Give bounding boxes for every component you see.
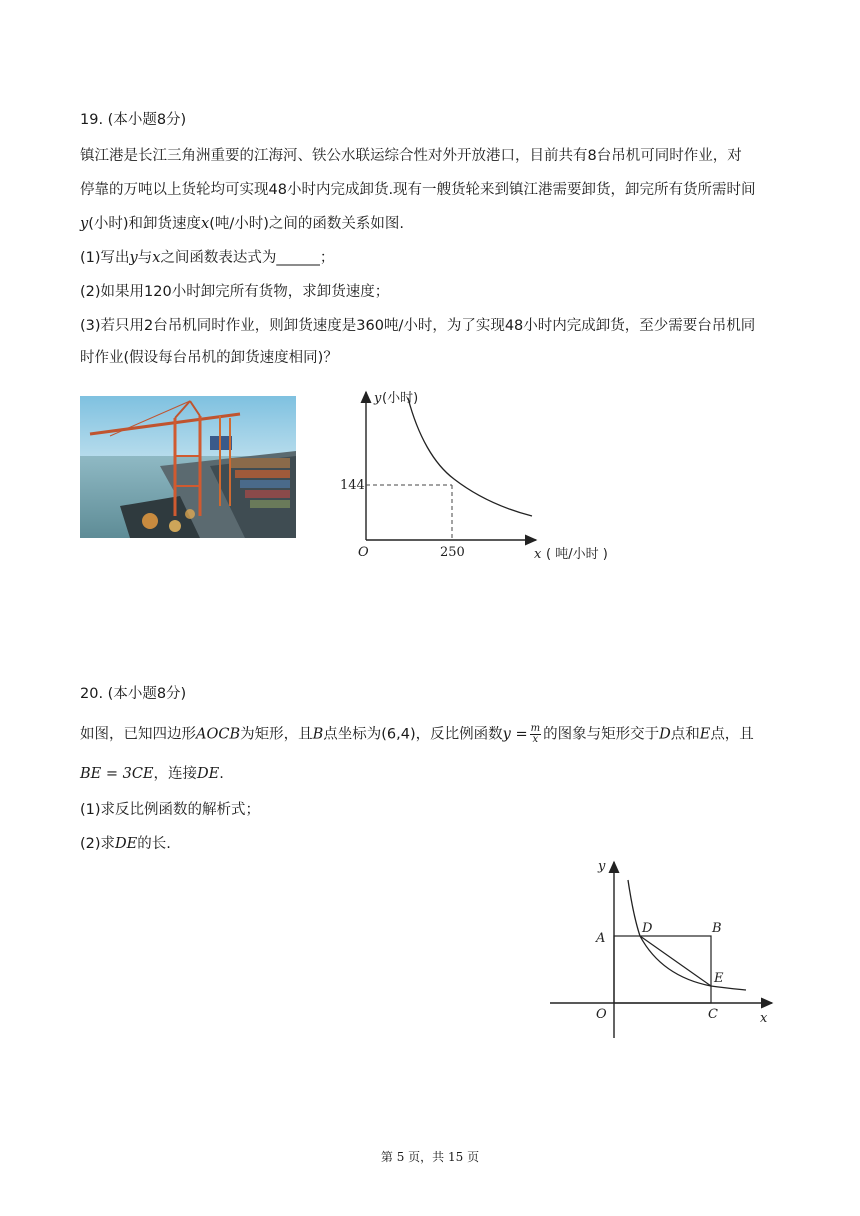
rectangle-AOCB	[614, 936, 711, 1003]
fraction-m-over-x: $\frac{m}{x}$	[530, 723, 541, 745]
q19-subquestion-3-line1: (3)若只用2台吊机同时作业，则卸货速度是360吨/小时，为了实现48小时内完成卸货，至少需要台吊机同	[80, 318, 756, 334]
label-D: D	[642, 921, 653, 936]
q20-subquestion-2: (2)求DE的长.	[80, 836, 171, 852]
q19-paragraph-line2: 停靠的万吨以上货轮均可实现48小时内完成卸货.现有一艘货轮来到镇江港需要卸货，卸完所有货所需时间	[80, 182, 756, 198]
page-footer: 第 5 页，共 15 页	[380, 1150, 480, 1164]
label-A: A	[596, 931, 606, 946]
x-tick-label: 250	[440, 545, 465, 560]
q19-subquestion-3-line2: 时作业(假设每台吊机的卸货速度相同)？	[80, 350, 338, 366]
q19-paragraph-line3: y(小时)和卸货速度x(吨/小时)之间的函数关系如图.	[80, 216, 405, 232]
y-axis-variable: y	[374, 391, 382, 406]
q20-header: 20. (本小题8分)	[80, 686, 187, 702]
y-tick-label: 144	[340, 478, 365, 493]
label-B: B	[712, 921, 722, 936]
q19-header: 19. (本小题8分)	[80, 112, 187, 128]
origin-label: O	[358, 545, 369, 560]
q20-paragraph-line1: 如图，已知四边形AOCB为矩形，且B点坐标为(6,4)，反比例函数y = $\frac{m}{x}$ 的图象与矩形交于D点和E点，且	[80, 723, 754, 745]
q19-subquestion-2: (2)如果用120小时卸完所有货物，求卸货速度；	[80, 284, 390, 300]
y-axis-unit: (小时)	[382, 391, 419, 406]
inverse-curve	[408, 398, 532, 516]
q20-geometry-graph	[540, 852, 780, 1044]
var-y: y	[80, 216, 89, 232]
var-x: x	[201, 216, 210, 232]
q19-paragraph-line1: 镇江港是长江三角洲重要的江海河、铁公水联运综合性对外开放港口，目前共有8台吊机可同时作业，对	[80, 148, 742, 164]
segment-DE	[640, 936, 711, 986]
q20-subquestion-1: (1)求反比例函数的解析式；	[80, 802, 261, 818]
label-y: y	[598, 859, 606, 874]
q20-paragraph-line2: BE = 3CE，连接DE.	[80, 766, 224, 782]
label-C: C	[708, 1007, 718, 1022]
q19-subquestion-1: (1)写出y与x之间函数表达式为______；	[80, 250, 335, 266]
label-x: x	[760, 1011, 768, 1026]
q19-function-graph	[336, 384, 636, 574]
port-crane-photo	[80, 396, 296, 538]
x-axis-unit: ( 吨/小时 )	[546, 547, 608, 562]
x-axis-variable: x	[534, 547, 542, 562]
label-E: E	[714, 971, 724, 986]
label-O: O	[596, 1007, 607, 1022]
